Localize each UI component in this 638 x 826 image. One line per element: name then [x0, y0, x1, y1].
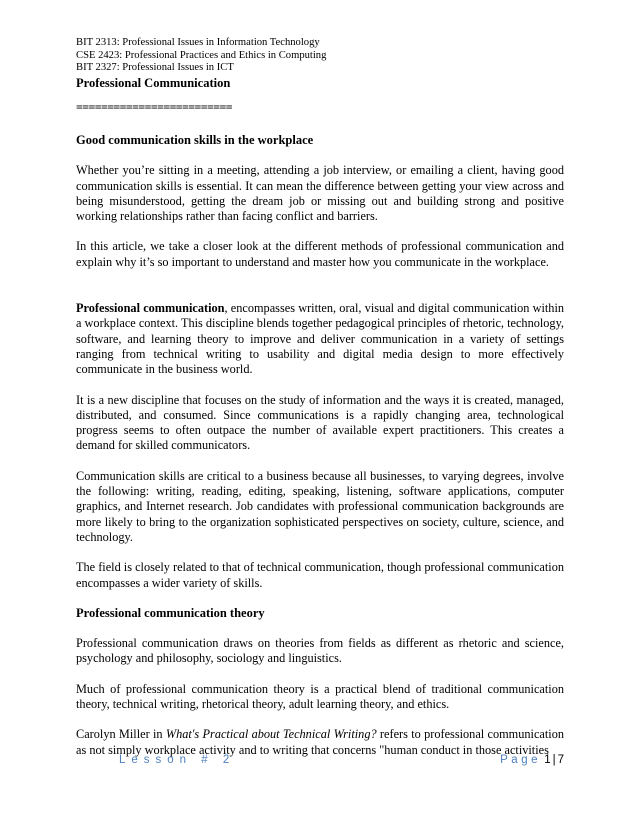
page-label: Page — [500, 754, 541, 766]
miller-text-end: refers to professional communication as not simply workplace activity and to writing that concerns "human conduct in those activities — [76, 727, 564, 757]
paragraph-technical-communication: The field is closely related to that of technical communication, though professional communication encompasses a wider variety of skills. — [76, 560, 564, 590]
lesson-label: Lesson # 2 — [119, 754, 236, 766]
miller-text-start: Carolyn Miller in — [76, 727, 166, 742]
course-line-bit-2327: BIT 2327: Professional Issues in ICT — [76, 62, 234, 74]
paragraph-theory-blend: Much of professional communication theory is a practical blend of traditional communication theory, technical writing, rhetorical theory, adult learning theory, and ethics. — [76, 681, 564, 712]
course-line-bit-2313: BIT 2313: Professional Issues in Information Technology — [76, 37, 320, 48]
paragraph-new-discipline: It is a new discipline that focuses on the study of information and the ways it is created, managed, distributed, and consumed. Since communications is a rapidly changing area, technological progress seems to often outpace the number of available expert practitioners. This creates a demand for skilled communicators. — [76, 392, 564, 453]
definition-text: , encompasses written, oral, visual and digital communication within a workplace context. This discipline blends together pedagogical principles of rhetoric, technology, software, and learning theory to improve and deliver communication in a variety of settings ranging from technical writing to usability and digital media design to more effectively communicate in the business world. — [76, 301, 565, 377]
page-title: Professional Communication — [76, 76, 231, 90]
page-total: 7 — [557, 754, 564, 766]
section-heading-theory: Professional communication theory — [76, 605, 265, 620]
section-heading-workplace-skills: Good communication skills in the workplace — [76, 133, 314, 147]
course-codes — [76, 37, 566, 75]
paragraph-intro: Whether you’re sitting in a meeting, attending a job interview, or emailing a client, having good communication skills is essential. It can mean the difference between getting your view across and being misunderstood, getting the dream job or missing out and building strong and positive working relationships rather than facing conflict and barriers. — [76, 163, 564, 224]
miller-book-title: What's Practical about Technical Writing? — [165, 727, 377, 742]
paragraph-business-skills: Communication skills are critical to a business because all businesses, to varying degrees, involve the following: writing, reading, editing, speaking, listening, software applications, computer graphics, and Internet research. Job candidates with professional communication backgrounds are more likely to bring to the organization sophisticated perspectives on society, culture, science, and technology. — [76, 468, 564, 544]
page-current: 1 — [544, 754, 551, 766]
title-divider: ========================= — [76, 100, 232, 114]
document-body — [76, 133, 564, 758]
paragraph-article-scope: In this article, we take a closer look at the different methods of professional communication and explain why it’s so important to understand and master how you communicate in the workplace. — [76, 239, 564, 269]
term-professional-communication: Professional communication — [76, 301, 225, 316]
paragraph-theory-fields: Professional communication draws on theories from fields as different as rhetoric and science, psychology and philosophy, sociology and linguistics. — [76, 636, 564, 666]
page-separator: | — [552, 754, 556, 766]
paragraph-definition — [76, 301, 564, 377]
page-number — [500, 754, 564, 766]
course-line-cse-2423: CSE 2423: Professional Practices and Ethics in Computing — [76, 49, 327, 61]
